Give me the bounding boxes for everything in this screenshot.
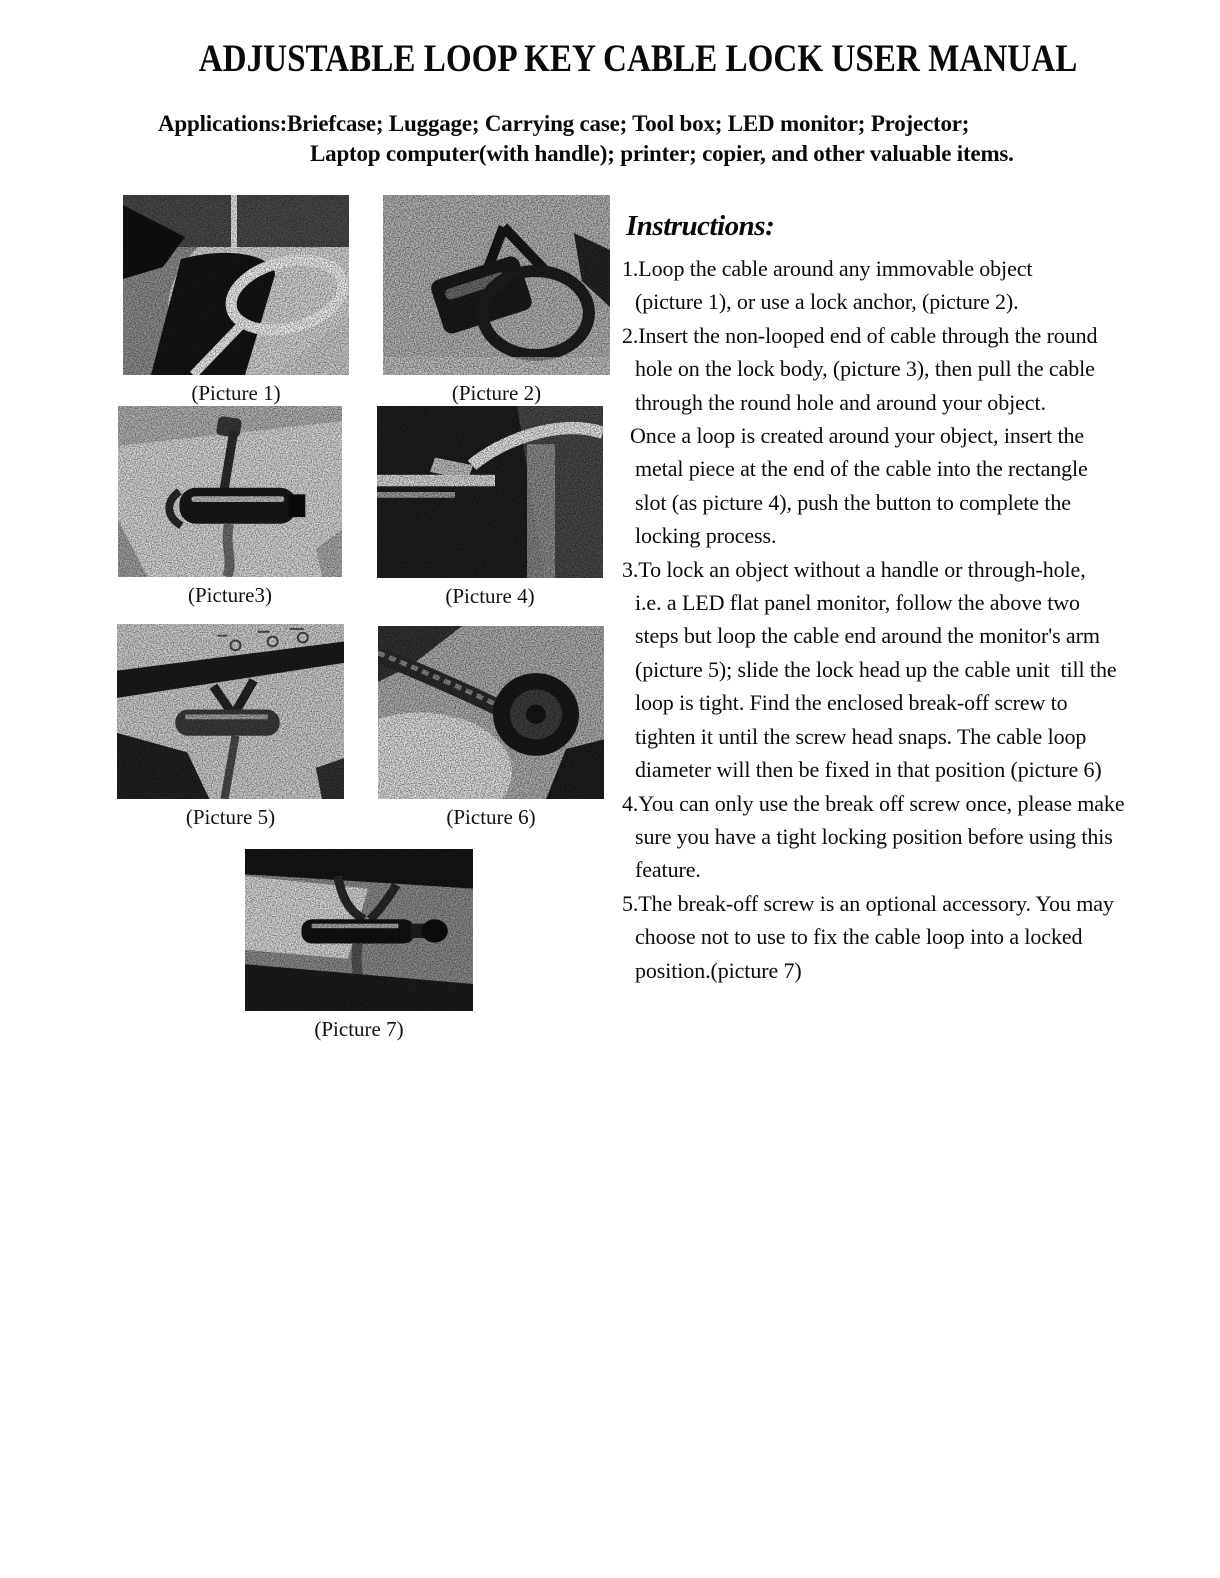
- photo-svg: [383, 195, 610, 375]
- figure-caption-5: (Picture 5): [185, 805, 276, 829]
- photo-cable-end-inserted-into-slot: [377, 406, 603, 578]
- photo-lock-without-break-off-screw: [245, 849, 473, 1011]
- photo-svg: [378, 626, 604, 799]
- instruction-line: loop is tight. Find the enclosed break-off screw to: [635, 690, 1068, 716]
- figure-caption-4: (Picture 4): [445, 584, 535, 608]
- instruction-line: 4.You can only use the break off screw once, please make: [622, 790, 1125, 816]
- figure-caption-3: (Picture3): [188, 583, 272, 607]
- instruction-line: Once a loop is created around your object, insert the: [630, 423, 1085, 449]
- photo-cable-looped-around-table-leg: [123, 195, 349, 375]
- instruction-line: choose not to use to fix the cable loop into a locked: [635, 924, 1083, 950]
- photo-lock-anchor-with-cable-loop: [383, 195, 610, 375]
- figure-caption-1: (Picture 1): [191, 381, 281, 405]
- instruction-line: through the round hole and around your object.: [635, 389, 1046, 415]
- instruction-line: 1.Loop the cable around any immovable object: [622, 256, 1033, 281]
- instruction-line: 2.Insert the non-looped end of cable through the round: [622, 322, 1098, 348]
- figure-caption-2: (Picture 2): [451, 381, 542, 405]
- instruction-line: feature.: [635, 857, 701, 883]
- instruction-line: slot (as picture 4), push the button to complete the: [635, 489, 1071, 515]
- figure-caption-7: (Picture 7): [314, 1017, 404, 1041]
- page-title: ADJUSTABLE LOOP KEY CABLE LOCK USER MANUAL: [198, 37, 1078, 80]
- figure-picture-2: [383, 195, 610, 406]
- instruction-item-5: [622, 887, 1220, 987]
- instruction-item-4: [622, 787, 1220, 887]
- instruction-line: diameter will then be fixed in that position (picture 6): [635, 757, 1102, 783]
- photo-svg: [377, 406, 603, 578]
- instruction-line: 5.The break-off screw is an optional accessory. You may: [622, 890, 1114, 916]
- instruction-item-1: [622, 252, 1220, 319]
- photo-break-off-screw-tightened: [378, 626, 604, 799]
- figure-picture-4: [377, 406, 603, 609]
- instruction-line: (picture 1), or use a lock anchor, (picture 2).: [635, 289, 1019, 315]
- instruction-line: (picture 5); slide the lock head up the cable unit till the: [635, 656, 1117, 682]
- photo-svg: [245, 849, 473, 1011]
- photo-svg: [123, 195, 349, 375]
- photo-lock-on-monitor-arm: [117, 624, 344, 799]
- figure-picture-5: [117, 624, 344, 830]
- instructions-heading: Instructions:: [626, 210, 775, 242]
- figure-picture-6: [378, 626, 604, 830]
- figure-picture-1: [123, 195, 349, 406]
- instruction-line: sure you have a tight locking position before using this: [635, 823, 1113, 849]
- instruction-line: metal piece at the end of the cable into the rectangle: [635, 456, 1088, 482]
- applications: [158, 109, 1014, 169]
- instruction-line: steps but loop the cable end around the monitor's arm: [635, 623, 1100, 649]
- photo-svg: [117, 624, 344, 799]
- instruction-line: 3.To lock an object without a handle or through-hole,: [622, 556, 1086, 582]
- instruction-line: i.e. a LED flat panel monitor, follow the above two: [635, 590, 1080, 616]
- instructions-section: [622, 210, 1220, 987]
- applications-line-1: Applications:Briefcase; Luggage; Carrying case; Tool box; LED monitor; Projector;: [158, 111, 970, 136]
- applications-line-2: Laptop computer(with handle); printer; copier, and other valuable items.: [310, 141, 1014, 166]
- instruction-line: tighten it until the screw head snaps. The cable loop: [635, 723, 1087, 749]
- figure-caption-6: (Picture 6): [446, 805, 536, 829]
- instruction-item-3: [622, 553, 1220, 787]
- instruction-line: locking process.: [635, 523, 777, 549]
- instruction-item-2: [622, 319, 1220, 553]
- instruction-line: position.(picture 7): [635, 957, 802, 983]
- figure-picture-7: [245, 849, 473, 1042]
- figure-picture-3: [118, 406, 342, 608]
- instruction-line: hole on the lock body, (picture 3), then pull the cable: [635, 356, 1095, 382]
- photo-key-in-lock-body: [118, 406, 342, 577]
- photo-svg: [118, 406, 342, 577]
